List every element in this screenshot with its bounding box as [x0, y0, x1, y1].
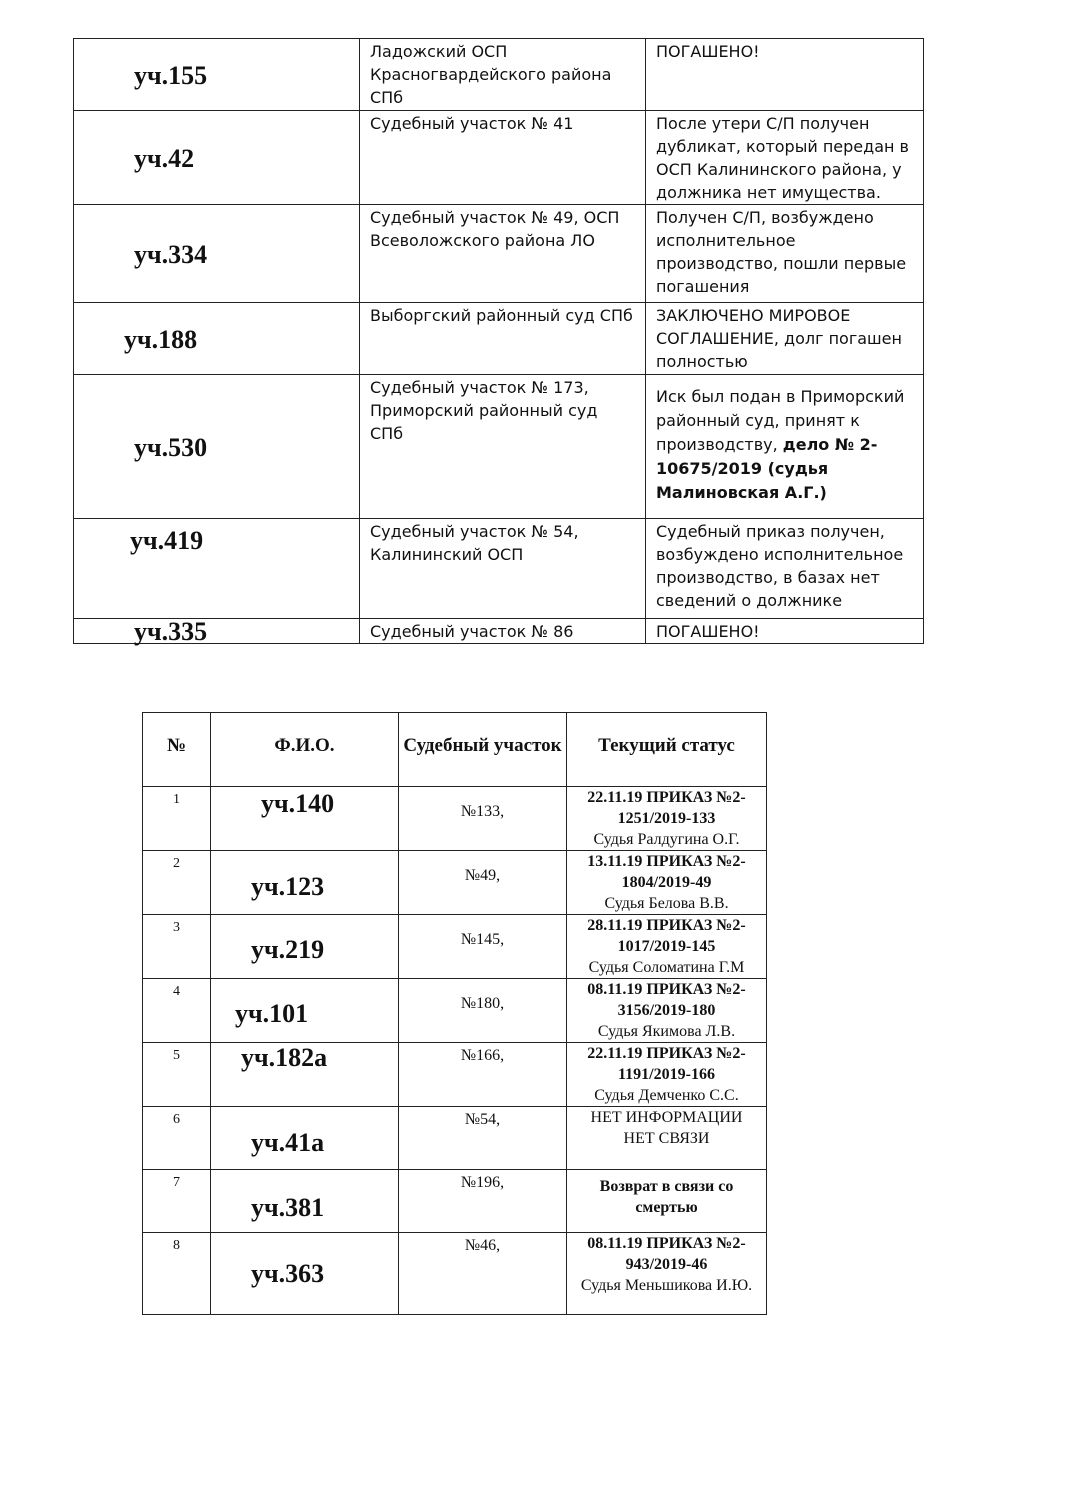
status-order: 08.11.19 ПРИКАЗ №2-3156/2019-180: [587, 981, 746, 1019]
row-number: 6: [143, 1107, 211, 1170]
table-row: [143, 1107, 767, 1170]
table-row: [143, 787, 767, 851]
table-row: [74, 205, 924, 303]
status-cell: [567, 1107, 767, 1170]
table-row: [143, 979, 767, 1043]
plot-cell: уч.188: [74, 303, 360, 375]
status-text: Иск был подан в Приморский районный суд, принят к производству,: [656, 387, 905, 454]
status-table-bottom: [142, 712, 767, 1315]
table-row: [143, 1233, 767, 1315]
court-cell: №133,: [399, 787, 567, 851]
row-number: 1: [143, 787, 211, 851]
table-row: [143, 1170, 767, 1233]
court-cell: №49,: [399, 851, 567, 915]
fio-cell: уч.182а: [211, 1043, 399, 1107]
status-cell: ПОГАШЕНО!: [646, 39, 924, 111]
plot-cell: уч.419: [74, 519, 360, 619]
plot-cell: уч.530: [74, 375, 360, 519]
plot-cell: уч.42: [74, 111, 360, 205]
status-cell: [646, 375, 924, 519]
row-number: 8: [143, 1233, 211, 1315]
fio-cell: уч.381: [211, 1170, 399, 1233]
plot-cell: уч.155: [74, 39, 360, 111]
court-cell: Судебный участок № 54, Калининский ОСП: [360, 519, 646, 619]
court-cell: Выборгский районный суд СПб: [360, 303, 646, 375]
table-row: [74, 619, 924, 644]
fio-cell: уч.140: [211, 787, 399, 851]
header-num: №: [143, 713, 211, 787]
status-cell: Судебный приказ получен, возбуждено исполнительное производство, в базах нет сведений о должнике: [646, 519, 924, 619]
status-order: 13.11.19 ПРИКАЗ №2-1804/2019-49: [587, 853, 746, 891]
court-cell: №46,: [399, 1233, 567, 1315]
court-cell: Судебный участок № 173, Приморский районный суд СПб: [360, 375, 646, 519]
status-cell: [567, 979, 767, 1043]
status-cell: После утери С/П получен дубликат, который передан в ОСП Калининского района, у должника нет имущества.: [646, 111, 924, 205]
status-judge: Судья Меньшикова И.Ю.: [580, 1277, 753, 1294]
header-fio: Ф.И.О.: [211, 713, 399, 787]
status-cell: Получен С/П, возбуждено исполнительное производство, пошли первые погашения: [646, 205, 924, 303]
plot-cell: уч.334: [74, 205, 360, 303]
row-number: 2: [143, 851, 211, 915]
status-cell: [567, 1043, 767, 1107]
status-order: 22.11.19 ПРИКАЗ №2-1191/2019-166: [587, 1045, 746, 1083]
row-number: 3: [143, 915, 211, 979]
court-cell: №166,: [399, 1043, 567, 1107]
table-header-row: [143, 713, 767, 787]
row-number: 7: [143, 1170, 211, 1233]
status-order: 08.11.19 ПРИКАЗ №2-943/2019-46: [587, 1235, 746, 1273]
header-status: Текущий статус: [567, 713, 767, 787]
status-cell: ЗАКЛЮЧЕНО МИРОВОЕ СОГЛАШЕНИЕ, долг погашен полностью: [646, 303, 924, 375]
status-judge: Судья Якимова Л.В.: [597, 1023, 736, 1040]
status-judge: Судья Соломатина Г.М: [588, 959, 745, 976]
table-row: [74, 519, 924, 619]
row-number: 5: [143, 1043, 211, 1107]
fio-cell: уч.123: [211, 851, 399, 915]
case-number: дело № 2-10675/2019 (судья Малиновская А.Г.): [656, 435, 878, 502]
court-cell: Судебный участок № 49, ОСП Всеволожского района ЛО: [360, 205, 646, 303]
status-cell: ПОГАШЕНО!: [646, 619, 924, 644]
table-row: [74, 111, 924, 205]
table-row: [143, 915, 767, 979]
plot-cell: уч.335: [74, 619, 360, 644]
status-cell: [567, 1233, 767, 1315]
status-cell: [567, 1170, 767, 1233]
status-cell: [567, 851, 767, 915]
status-cell: [567, 787, 767, 851]
court-cell: №145,: [399, 915, 567, 979]
table-row: [74, 303, 924, 375]
table-row: [74, 39, 924, 111]
status-info: НЕТ ИНФОРМАЦИИ НЕТ СВЯЗИ: [590, 1109, 743, 1147]
fio-cell: уч.101: [211, 979, 399, 1043]
status-judge: Судья Демченко С.С.: [594, 1087, 739, 1104]
status-order: 22.11.19 ПРИКАЗ №2-1251/2019-133: [587, 789, 746, 827]
status-judge: Судья Ралдугина О.Г.: [593, 831, 740, 848]
header-court: Судебный участок: [399, 713, 567, 787]
table-row: [143, 851, 767, 915]
status-cell: [567, 915, 767, 979]
court-cell: Ладожский ОСП Красногвардейского района СПб: [360, 39, 646, 111]
fio-cell: уч.41а: [211, 1107, 399, 1170]
court-cell: №54,: [399, 1107, 567, 1170]
fio-cell: уч.219: [211, 915, 399, 979]
row-number: 4: [143, 979, 211, 1043]
table-row: [143, 1043, 767, 1107]
status-order: 28.11.19 ПРИКАЗ №2-1017/2019-145: [587, 917, 746, 955]
court-cell: Судебный участок № 41: [360, 111, 646, 205]
court-cell: Судебный участок № 86: [360, 619, 646, 644]
status-table-top: [73, 38, 924, 644]
table-row: [74, 375, 924, 519]
status-return: Возврат в связи со смертью: [599, 1178, 734, 1216]
fio-cell: уч.363: [211, 1233, 399, 1315]
court-cell: №196,: [399, 1170, 567, 1233]
court-cell: №180,: [399, 979, 567, 1043]
status-judge: Судья Белова В.В.: [604, 895, 729, 912]
